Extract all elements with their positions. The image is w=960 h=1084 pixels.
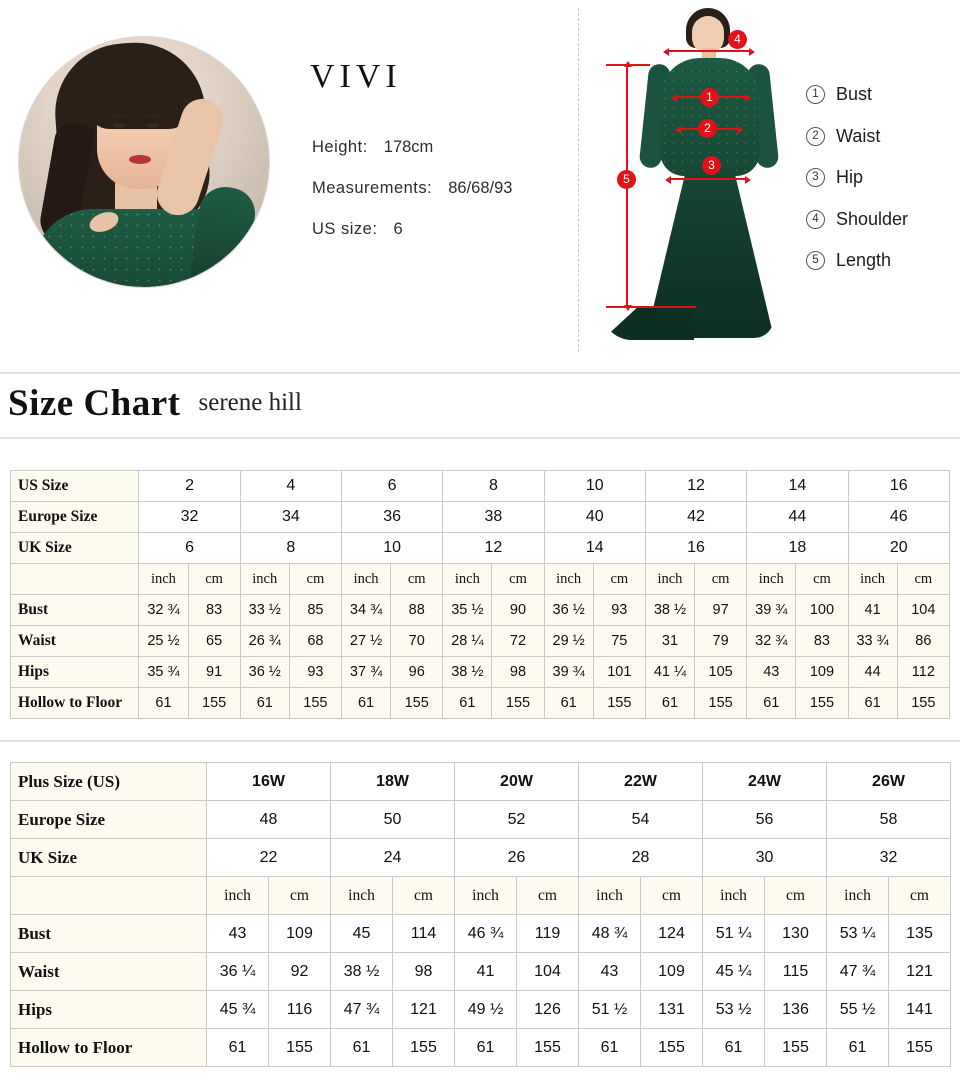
plus-cell-uk-1: 24 bbox=[331, 839, 455, 877]
row-label-bust: Bust bbox=[11, 595, 139, 626]
plus-unit-row-label bbox=[11, 877, 207, 915]
htf-inch-7: 61 bbox=[848, 688, 897, 719]
waist-inch-7: 33 ¾ bbox=[848, 626, 897, 657]
plus-waist-inch-1: 38 ½ bbox=[331, 953, 393, 991]
plus-cell-uk-4: 30 bbox=[703, 839, 827, 877]
model-fact-measurements-value: 86/68/93 bbox=[448, 179, 513, 197]
cell-us-size-4: 10 bbox=[544, 471, 645, 502]
hips-cm-1: 93 bbox=[289, 657, 341, 688]
divider-between-tables bbox=[0, 740, 960, 742]
plus-waist-cm-4: 115 bbox=[765, 953, 827, 991]
htf-cm-0: 155 bbox=[188, 688, 240, 719]
portrait-illustration bbox=[19, 37, 269, 287]
plus-cell-eu-2: 52 bbox=[455, 801, 579, 839]
unit-inch-0: inch bbox=[139, 564, 188, 595]
plus-cell-eu-3: 54 bbox=[579, 801, 703, 839]
waist-inch-5: 31 bbox=[645, 626, 694, 657]
model-fact-ussize-value: 6 bbox=[393, 220, 403, 238]
bust-inch-5: 38 ½ bbox=[645, 595, 694, 626]
bust-inch-2: 34 ¾ bbox=[341, 595, 390, 626]
unit-inch-6: inch bbox=[747, 564, 796, 595]
unit-inch-3: inch bbox=[443, 564, 492, 595]
unit-inch-1: inch bbox=[240, 564, 289, 595]
plus-hips-inch-4: 53 ½ bbox=[703, 991, 765, 1029]
plus-row-label-waist: Waist bbox=[11, 953, 207, 991]
cell-us-size-5: 12 bbox=[645, 471, 746, 502]
plus-size-table-wrap bbox=[10, 762, 951, 1067]
bust-inch-3: 35 ½ bbox=[443, 595, 492, 626]
brand-name: serene hill bbox=[198, 389, 302, 416]
table-row-us-size bbox=[11, 471, 950, 502]
hips-inch-6: 43 bbox=[747, 657, 796, 688]
bust-cm-0: 83 bbox=[188, 595, 240, 626]
waist-cm-4: 75 bbox=[593, 626, 645, 657]
bust-inch-6: 39 ¾ bbox=[747, 595, 796, 626]
hips-inch-7: 44 bbox=[848, 657, 897, 688]
unit-cm-7: cm bbox=[897, 564, 949, 595]
bust-cm-5: 97 bbox=[695, 595, 747, 626]
legend-number-1: 1 bbox=[806, 85, 825, 104]
plus-waist-cm-2: 104 bbox=[517, 953, 579, 991]
legend-label-shoulder: Shoulder bbox=[836, 208, 909, 229]
cell-uk-size-2: 10 bbox=[341, 533, 442, 564]
plus-unit-inch-5: inch bbox=[827, 877, 889, 915]
hips-cm-4: 101 bbox=[593, 657, 645, 688]
hips-inch-3: 38 ½ bbox=[443, 657, 492, 688]
legend-item-hip bbox=[806, 167, 908, 188]
bust-inch-7: 41 bbox=[848, 595, 897, 626]
plus-table-row-hips bbox=[11, 991, 951, 1029]
plus-htf-cm-1: 155 bbox=[393, 1029, 455, 1067]
unit-cm-0: cm bbox=[188, 564, 240, 595]
legend-item-length bbox=[806, 250, 908, 271]
plus-cell-size-0: 16W bbox=[207, 763, 331, 801]
plus-bust-cm-5: 135 bbox=[889, 915, 951, 953]
plus-unit-cm-1: cm bbox=[393, 877, 455, 915]
unit-inch-5: inch bbox=[645, 564, 694, 595]
plus-table-row-waist bbox=[11, 953, 951, 991]
figure-marker-5: 5 bbox=[617, 170, 636, 189]
legend-label-bust: Bust bbox=[836, 84, 873, 104]
bust-cm-3: 90 bbox=[492, 595, 544, 626]
plus-hips-inch-5: 55 ½ bbox=[827, 991, 889, 1029]
plus-bust-inch-2: 46 ¾ bbox=[455, 915, 517, 953]
cell-eu-size-4: 40 bbox=[544, 502, 645, 533]
vertical-divider bbox=[578, 8, 579, 352]
plus-cell-uk-0: 22 bbox=[207, 839, 331, 877]
plus-bust-inch-0: 43 bbox=[207, 915, 269, 953]
htf-cm-6: 155 bbox=[796, 688, 848, 719]
waist-cm-5: 79 bbox=[695, 626, 747, 657]
plus-hips-cm-0: 116 bbox=[269, 991, 331, 1029]
waist-inch-4: 29 ½ bbox=[544, 626, 593, 657]
waist-cm-2: 70 bbox=[391, 626, 443, 657]
standard-size-table bbox=[10, 470, 950, 719]
table-row-hollow-to-floor bbox=[11, 688, 950, 719]
plus-cell-size-1: 18W bbox=[331, 763, 455, 801]
waist-cm-7: 86 bbox=[897, 626, 949, 657]
figure-marker-2: 2 bbox=[698, 119, 717, 138]
page-title: Size Chart bbox=[8, 382, 181, 424]
plus-table-row-units bbox=[11, 877, 951, 915]
plus-unit-cm-2: cm bbox=[517, 877, 579, 915]
model-info-section bbox=[0, 0, 960, 370]
model-facts bbox=[312, 138, 512, 261]
cell-us-size-6: 14 bbox=[747, 471, 848, 502]
plus-table-row-hollow-to-floor bbox=[11, 1029, 951, 1067]
hips-cm-2: 96 bbox=[391, 657, 443, 688]
row-label-us-size: US Size bbox=[11, 471, 139, 502]
plus-unit-inch-4: inch bbox=[703, 877, 765, 915]
model-fact-ussize-label: US size: bbox=[312, 220, 378, 238]
plus-cell-uk-3: 28 bbox=[579, 839, 703, 877]
htf-cm-5: 155 bbox=[695, 688, 747, 719]
plus-hips-cm-5: 141 bbox=[889, 991, 951, 1029]
divider-under-heading bbox=[0, 437, 960, 439]
bust-inch-0: 32 ¾ bbox=[139, 595, 188, 626]
figure-marker-4: 4 bbox=[728, 30, 747, 49]
waist-cm-6: 83 bbox=[796, 626, 848, 657]
plus-bust-inch-5: 53 ¼ bbox=[827, 915, 889, 953]
plus-waist-cm-5: 121 bbox=[889, 953, 951, 991]
unit-row-label bbox=[11, 564, 139, 595]
unit-inch-4: inch bbox=[544, 564, 593, 595]
cell-uk-size-1: 8 bbox=[240, 533, 341, 564]
plus-row-label-bust: Bust bbox=[11, 915, 207, 953]
cell-eu-size-2: 36 bbox=[341, 502, 442, 533]
htf-inch-2: 61 bbox=[341, 688, 390, 719]
unit-cm-5: cm bbox=[695, 564, 747, 595]
plus-hips-cm-3: 131 bbox=[641, 991, 703, 1029]
unit-cm-1: cm bbox=[289, 564, 341, 595]
plus-waist-inch-4: 45 ¼ bbox=[703, 953, 765, 991]
cell-us-size-0: 2 bbox=[139, 471, 240, 502]
plus-hips-cm-2: 126 bbox=[517, 991, 579, 1029]
waist-inch-1: 26 ¾ bbox=[240, 626, 289, 657]
hips-inch-2: 37 ¾ bbox=[341, 657, 390, 688]
model-fact-measurements bbox=[312, 179, 512, 198]
plus-cell-size-2: 20W bbox=[455, 763, 579, 801]
cell-us-size-2: 6 bbox=[341, 471, 442, 502]
bust-cm-1: 85 bbox=[289, 595, 341, 626]
plus-row-label-size: Plus Size (US) bbox=[11, 763, 207, 801]
htf-inch-1: 61 bbox=[240, 688, 289, 719]
plus-bust-cm-2: 119 bbox=[517, 915, 579, 953]
plus-hips-inch-2: 49 ½ bbox=[455, 991, 517, 1029]
figure-marker-3: 3 bbox=[702, 156, 721, 175]
plus-htf-cm-2: 155 bbox=[517, 1029, 579, 1067]
unit-inch-2: inch bbox=[341, 564, 390, 595]
plus-bust-cm-0: 109 bbox=[269, 915, 331, 953]
hips-inch-5: 41 ¼ bbox=[645, 657, 694, 688]
plus-cell-size-4: 24W bbox=[703, 763, 827, 801]
hips-inch-4: 39 ¾ bbox=[544, 657, 593, 688]
legend-label-hip: Hip bbox=[836, 167, 864, 187]
bust-inch-1: 33 ½ bbox=[240, 595, 289, 626]
plus-bust-inch-3: 48 ¾ bbox=[579, 915, 641, 953]
legend-label-length: Length bbox=[836, 250, 892, 270]
waist-cm-1: 68 bbox=[289, 626, 341, 657]
shoulder-measure-arrow bbox=[668, 50, 750, 52]
plus-table-row-europe bbox=[11, 801, 951, 839]
hips-inch-1: 36 ½ bbox=[240, 657, 289, 688]
model-fact-measurements-label: Measurements: bbox=[312, 179, 433, 197]
cell-eu-size-3: 38 bbox=[443, 502, 544, 533]
hip-measure-arrow bbox=[670, 178, 746, 180]
plus-size-table bbox=[10, 762, 951, 1067]
plus-waist-inch-0: 36 ¼ bbox=[207, 953, 269, 991]
plus-htf-cm-3: 155 bbox=[641, 1029, 703, 1067]
table-row-uk-size bbox=[11, 533, 950, 564]
legend-item-shoulder bbox=[806, 209, 908, 230]
unit-inch-7: inch bbox=[848, 564, 897, 595]
htf-cm-2: 155 bbox=[391, 688, 443, 719]
plus-htf-inch-0: 61 bbox=[207, 1029, 269, 1067]
plus-cell-eu-4: 56 bbox=[703, 801, 827, 839]
bust-inch-4: 36 ½ bbox=[544, 595, 593, 626]
unit-cm-2: cm bbox=[391, 564, 443, 595]
row-label-hollow-to-floor: Hollow to Floor bbox=[11, 688, 139, 719]
plus-htf-cm-5: 155 bbox=[889, 1029, 951, 1067]
htf-cm-3: 155 bbox=[492, 688, 544, 719]
model-fact-height-label: Height: bbox=[312, 138, 368, 156]
plus-cell-uk-5: 32 bbox=[827, 839, 951, 877]
legend-item-waist bbox=[806, 126, 908, 147]
legend-number-3: 3 bbox=[806, 168, 825, 187]
plus-waist-inch-5: 47 ¾ bbox=[827, 953, 889, 991]
cell-uk-size-3: 12 bbox=[443, 533, 544, 564]
legend-item-bust bbox=[806, 84, 908, 105]
plus-row-label-europe: Europe Size bbox=[11, 801, 207, 839]
hips-cm-7: 112 bbox=[897, 657, 949, 688]
plus-unit-inch-2: inch bbox=[455, 877, 517, 915]
model-fact-height bbox=[312, 138, 512, 157]
waist-inch-0: 25 ½ bbox=[139, 626, 188, 657]
plus-unit-cm-3: cm bbox=[641, 877, 703, 915]
plus-row-label-hollow-to-floor: Hollow to Floor bbox=[11, 1029, 207, 1067]
model-portrait bbox=[18, 36, 270, 288]
waist-cm-3: 72 bbox=[492, 626, 544, 657]
plus-waist-cm-0: 92 bbox=[269, 953, 331, 991]
plus-waist-inch-3: 43 bbox=[579, 953, 641, 991]
plus-cell-size-3: 22W bbox=[579, 763, 703, 801]
plus-bust-inch-1: 45 bbox=[331, 915, 393, 953]
plus-htf-inch-2: 61 bbox=[455, 1029, 517, 1067]
cell-us-size-7: 16 bbox=[848, 471, 949, 502]
plus-unit-cm-4: cm bbox=[765, 877, 827, 915]
figure-marker-1: 1 bbox=[700, 88, 719, 107]
hips-cm-5: 105 bbox=[695, 657, 747, 688]
plus-hips-inch-3: 51 ½ bbox=[579, 991, 641, 1029]
hips-cm-6: 109 bbox=[796, 657, 848, 688]
plus-hips-cm-1: 121 bbox=[393, 991, 455, 1029]
plus-row-label-hips: Hips bbox=[11, 991, 207, 1029]
plus-unit-inch-1: inch bbox=[331, 877, 393, 915]
waist-cm-0: 65 bbox=[188, 626, 240, 657]
htf-inch-6: 61 bbox=[747, 688, 796, 719]
table-row-waist bbox=[11, 626, 950, 657]
plus-table-row-uk bbox=[11, 839, 951, 877]
plus-htf-cm-0: 155 bbox=[269, 1029, 331, 1067]
plus-unit-cm-0: cm bbox=[269, 877, 331, 915]
measurement-figure bbox=[592, 6, 812, 346]
plus-unit-cm-5: cm bbox=[889, 877, 951, 915]
plus-htf-inch-3: 61 bbox=[579, 1029, 641, 1067]
plus-bust-inch-4: 51 ¼ bbox=[703, 915, 765, 953]
cell-uk-size-0: 6 bbox=[139, 533, 240, 564]
model-fact-ussize bbox=[312, 220, 512, 239]
row-label-uk-size: UK Size bbox=[11, 533, 139, 564]
legend-number-2: 2 bbox=[806, 127, 825, 146]
table-row-units bbox=[11, 564, 950, 595]
legend-number-5: 5 bbox=[806, 251, 825, 270]
cell-uk-size-7: 20 bbox=[848, 533, 949, 564]
plus-bust-cm-3: 124 bbox=[641, 915, 703, 953]
cell-eu-size-5: 42 bbox=[645, 502, 746, 533]
plus-waist-inch-2: 41 bbox=[455, 953, 517, 991]
plus-cell-eu-1: 50 bbox=[331, 801, 455, 839]
plus-hips-cm-4: 136 bbox=[765, 991, 827, 1029]
htf-cm-1: 155 bbox=[289, 688, 341, 719]
htf-cm-7: 155 bbox=[897, 688, 949, 719]
htf-inch-5: 61 bbox=[645, 688, 694, 719]
measurement-legend bbox=[806, 84, 908, 292]
plus-table-row-size bbox=[11, 763, 951, 801]
plus-htf-inch-5: 61 bbox=[827, 1029, 889, 1067]
waist-inch-3: 28 ¼ bbox=[443, 626, 492, 657]
hips-cm-3: 98 bbox=[492, 657, 544, 688]
plus-row-label-uk: UK Size bbox=[11, 839, 207, 877]
plus-cell-uk-2: 26 bbox=[455, 839, 579, 877]
model-name: VIVI bbox=[310, 58, 402, 95]
bust-cm-4: 93 bbox=[593, 595, 645, 626]
table-row-bust bbox=[11, 595, 950, 626]
cell-eu-size-7: 46 bbox=[848, 502, 949, 533]
htf-inch-0: 61 bbox=[139, 688, 188, 719]
cell-us-size-3: 8 bbox=[443, 471, 544, 502]
plus-htf-inch-1: 61 bbox=[331, 1029, 393, 1067]
plus-waist-cm-1: 98 bbox=[393, 953, 455, 991]
bust-cm-7: 104 bbox=[897, 595, 949, 626]
hips-inch-0: 35 ¾ bbox=[139, 657, 188, 688]
size-chart-heading bbox=[0, 372, 960, 434]
plus-htf-inch-4: 61 bbox=[703, 1029, 765, 1067]
cell-eu-size-1: 34 bbox=[240, 502, 341, 533]
plus-htf-cm-4: 155 bbox=[765, 1029, 827, 1067]
row-label-hips: Hips bbox=[11, 657, 139, 688]
standard-size-table-wrap bbox=[10, 470, 950, 719]
htf-cm-4: 155 bbox=[593, 688, 645, 719]
plus-waist-cm-3: 109 bbox=[641, 953, 703, 991]
cell-us-size-1: 4 bbox=[240, 471, 341, 502]
bust-cm-6: 100 bbox=[796, 595, 848, 626]
cell-eu-size-6: 44 bbox=[747, 502, 848, 533]
plus-table-row-bust bbox=[11, 915, 951, 953]
legend-label-waist: Waist bbox=[836, 125, 881, 146]
hips-cm-0: 91 bbox=[188, 657, 240, 688]
unit-cm-3: cm bbox=[492, 564, 544, 595]
cell-uk-size-6: 18 bbox=[747, 533, 848, 564]
row-label-europe-size: Europe Size bbox=[11, 502, 139, 533]
unit-cm-6: cm bbox=[796, 564, 848, 595]
cell-uk-size-5: 16 bbox=[645, 533, 746, 564]
table-row-hips bbox=[11, 657, 950, 688]
table-row-europe-size bbox=[11, 502, 950, 533]
plus-hips-inch-0: 45 ¾ bbox=[207, 991, 269, 1029]
plus-hips-inch-1: 47 ¾ bbox=[331, 991, 393, 1029]
cell-uk-size-4: 14 bbox=[544, 533, 645, 564]
unit-cm-4: cm bbox=[593, 564, 645, 595]
plus-bust-cm-4: 130 bbox=[765, 915, 827, 953]
plus-unit-inch-0: inch bbox=[207, 877, 269, 915]
plus-cell-eu-0: 48 bbox=[207, 801, 331, 839]
plus-cell-size-5: 26W bbox=[827, 763, 951, 801]
cell-eu-size-0: 32 bbox=[139, 502, 240, 533]
model-fact-height-value: 178cm bbox=[383, 138, 434, 156]
plus-bust-cm-1: 114 bbox=[393, 915, 455, 953]
htf-inch-4: 61 bbox=[544, 688, 593, 719]
plus-cell-eu-5: 58 bbox=[827, 801, 951, 839]
htf-inch-3: 61 bbox=[443, 688, 492, 719]
waist-inch-6: 32 ¾ bbox=[747, 626, 796, 657]
plus-unit-inch-3: inch bbox=[579, 877, 641, 915]
legend-number-4: 4 bbox=[806, 210, 825, 229]
row-label-waist: Waist bbox=[11, 626, 139, 657]
waist-inch-2: 27 ½ bbox=[341, 626, 390, 657]
bust-cm-2: 88 bbox=[391, 595, 443, 626]
